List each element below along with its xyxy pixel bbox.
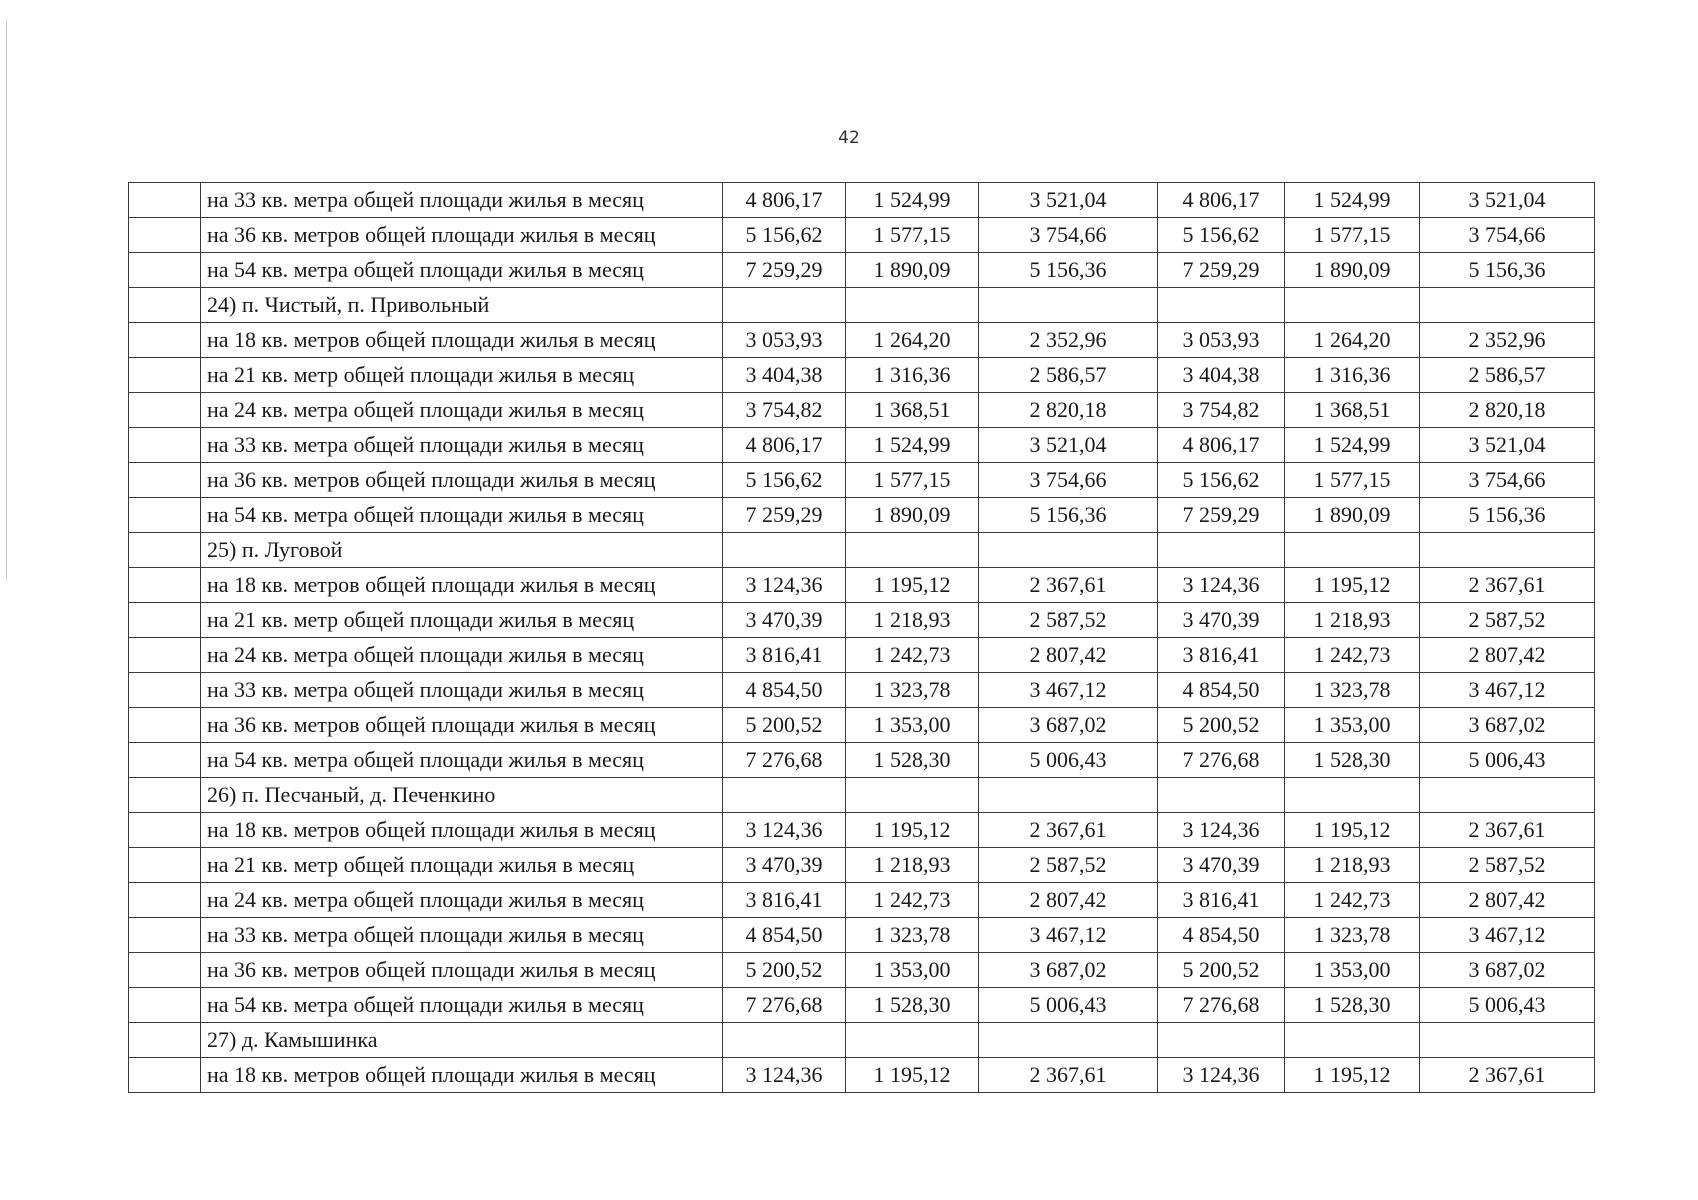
table-row [129,673,1595,708]
table-row [129,288,1595,323]
table-row [129,323,1595,358]
row-index-cell [129,358,201,393]
table-row [129,603,1595,638]
value-cell: 3 404,38 [723,358,846,393]
row-index-cell [129,918,201,953]
value-cell: 2 367,61 [979,568,1158,603]
table-row [129,358,1595,393]
value-cell: 2 367,61 [979,813,1158,848]
row-label-cell: на 24 кв. метра общей площади жилья в месяц [201,393,723,428]
value-cell: 3 053,93 [1158,323,1285,358]
value-cell: 5 156,62 [1158,463,1285,498]
value-cell: 2 586,57 [979,358,1158,393]
value-cell: 1 524,99 [846,428,979,463]
value-cell: 1 577,15 [1285,463,1420,498]
table-row [129,218,1595,253]
value-cell: 5 006,43 [1420,743,1595,778]
value-cell: 1 264,20 [846,323,979,358]
value-cell: 1 195,12 [846,568,979,603]
value-cell [723,288,846,323]
value-cell: 7 276,68 [1158,743,1285,778]
row-index-cell [129,498,201,533]
value-cell: 3 470,39 [1158,603,1285,638]
value-cell [846,1023,979,1058]
value-cell: 2 807,42 [1420,638,1595,673]
value-cell [1420,288,1595,323]
value-cell: 7 259,29 [1158,253,1285,288]
row-label-cell: на 24 кв. метра общей площади жилья в месяц [201,638,723,673]
value-cell: 7 259,29 [723,253,846,288]
value-cell: 4 806,17 [1158,183,1285,218]
value-cell: 7 259,29 [1158,498,1285,533]
table-row [129,183,1595,218]
value-cell: 4 806,17 [1158,428,1285,463]
row-label-cell: на 21 кв. метр общей площади жилья в месяц [201,603,723,638]
value-cell: 5 006,43 [979,988,1158,1023]
value-cell: 5 156,36 [979,498,1158,533]
value-cell: 3 687,02 [979,708,1158,743]
value-cell: 1 577,15 [846,218,979,253]
value-cell: 4 854,50 [1158,918,1285,953]
tariff-table-body [129,183,1595,1093]
value-cell: 1 195,12 [1285,568,1420,603]
value-cell: 2 820,18 [1420,393,1595,428]
value-cell: 3 124,36 [1158,568,1285,603]
value-cell: 5 156,36 [1420,253,1595,288]
value-cell: 1 195,12 [846,813,979,848]
row-index-cell [129,533,201,568]
value-cell: 1 353,00 [1285,708,1420,743]
row-label-cell: 24) п. Чистый, п. Привольный [201,288,723,323]
value-cell [723,778,846,813]
value-cell: 1 218,93 [846,603,979,638]
row-label-cell: на 36 кв. метров общей площади жилья в месяц [201,953,723,988]
table-row [129,708,1595,743]
value-cell: 4 806,17 [723,428,846,463]
value-cell: 3 124,36 [723,813,846,848]
value-cell: 3 467,12 [1420,673,1595,708]
value-cell: 2 367,61 [979,1058,1158,1093]
value-cell: 3 687,02 [1420,708,1595,743]
value-cell: 1 524,99 [1285,183,1420,218]
value-cell: 3 754,82 [723,393,846,428]
value-cell: 5 156,36 [979,253,1158,288]
row-index-cell [129,568,201,603]
value-cell: 1 323,78 [846,673,979,708]
value-cell: 1 195,12 [1285,813,1420,848]
row-label-cell: на 36 кв. метров общей площади жилья в месяц [201,218,723,253]
value-cell: 2 367,61 [1420,568,1595,603]
value-cell: 3 404,38 [1158,358,1285,393]
value-cell: 3 816,41 [723,883,846,918]
row-label-cell: на 24 кв. метра общей площади жилья в месяц [201,883,723,918]
value-cell: 3 521,04 [979,183,1158,218]
row-index-cell [129,708,201,743]
row-index-cell [129,813,201,848]
value-cell: 3 816,41 [1158,883,1285,918]
value-cell: 2 352,96 [979,323,1158,358]
row-label-cell: на 18 кв. метров общей площади жилья в месяц [201,568,723,603]
row-label-cell: на 18 кв. метров общей площади жилья в месяц [201,1058,723,1093]
value-cell: 1 218,93 [1285,848,1420,883]
row-index-cell [129,603,201,638]
row-label-cell: на 36 кв. метров общей площади жилья в месяц [201,463,723,498]
row-label-cell: на 33 кв. метра общей площади жилья в месяц [201,183,723,218]
row-index-cell [129,743,201,778]
value-cell: 5 156,62 [723,218,846,253]
value-cell: 5 006,43 [979,743,1158,778]
table-row [129,638,1595,673]
row-index-cell [129,183,201,218]
value-cell: 1 218,93 [1285,603,1420,638]
row-index-cell [129,1023,201,1058]
value-cell: 1 316,36 [1285,358,1420,393]
table-row [129,428,1595,463]
value-cell: 1 353,00 [1285,953,1420,988]
row-label-cell: на 33 кв. метра общей площади жилья в месяц [201,428,723,463]
row-index-cell [129,218,201,253]
value-cell: 3 124,36 [1158,1058,1285,1093]
value-cell: 3 124,36 [723,568,846,603]
value-cell [979,533,1158,568]
value-cell: 1 353,00 [846,953,979,988]
value-cell: 1 577,15 [846,463,979,498]
value-cell: 3 470,39 [1158,848,1285,883]
value-cell [979,1023,1158,1058]
table-row [129,568,1595,603]
value-cell [723,533,846,568]
table-row [129,743,1595,778]
value-cell: 1 890,09 [1285,253,1420,288]
value-cell: 5 200,52 [1158,953,1285,988]
value-cell: 2 807,42 [979,883,1158,918]
value-cell: 1 528,30 [846,743,979,778]
row-index-cell [129,463,201,498]
value-cell: 1 242,73 [1285,638,1420,673]
value-cell: 2 807,42 [1420,883,1595,918]
value-cell: 3 754,66 [1420,218,1595,253]
value-cell: 3 470,39 [723,603,846,638]
value-cell: 1 368,51 [1285,393,1420,428]
value-cell [1158,533,1285,568]
table-row [129,813,1595,848]
value-cell: 7 276,68 [723,743,846,778]
table-row [129,1023,1595,1058]
table-row [129,918,1595,953]
value-cell: 2 807,42 [979,638,1158,673]
value-cell: 5 156,62 [723,463,846,498]
value-cell [1158,288,1285,323]
value-cell: 3 467,12 [979,673,1158,708]
value-cell [979,778,1158,813]
value-cell: 5 006,43 [1420,988,1595,1023]
row-label-cell: на 36 кв. метров общей площади жилья в месяц [201,708,723,743]
table-row [129,533,1595,568]
value-cell: 3 124,36 [1158,813,1285,848]
value-cell: 7 259,29 [723,498,846,533]
value-cell: 4 854,50 [1158,673,1285,708]
table-row [129,393,1595,428]
value-cell: 4 854,50 [723,918,846,953]
row-label-cell: на 54 кв. метра общей площади жилья в месяц [201,253,723,288]
value-cell: 1 524,99 [846,183,979,218]
row-index-cell [129,778,201,813]
row-label-cell: 25) п. Луговой [201,533,723,568]
value-cell [1158,1023,1285,1058]
value-cell: 3 053,93 [723,323,846,358]
value-cell: 3 816,41 [1158,638,1285,673]
table-row [129,778,1595,813]
value-cell [979,288,1158,323]
row-label-cell: на 54 кв. метра общей площади жилья в месяц [201,498,723,533]
table-row [129,253,1595,288]
row-index-cell [129,253,201,288]
row-index-cell [129,323,201,358]
row-index-cell [129,883,201,918]
value-cell: 1 524,99 [1285,428,1420,463]
value-cell: 1 242,73 [846,638,979,673]
value-cell: 1 323,78 [1285,673,1420,708]
value-cell: 1 242,73 [1285,883,1420,918]
value-cell [846,533,979,568]
value-cell: 1 264,20 [1285,323,1420,358]
row-index-cell [129,848,201,883]
row-index-cell [129,288,201,323]
row-index-cell [129,393,201,428]
value-cell: 3 687,02 [979,953,1158,988]
value-cell: 3 816,41 [723,638,846,673]
value-cell: 4 806,17 [723,183,846,218]
value-cell [1285,1023,1420,1058]
value-cell: 1 195,12 [1285,1058,1420,1093]
value-cell: 3 754,82 [1158,393,1285,428]
value-cell [1158,778,1285,813]
value-cell: 1 890,09 [1285,498,1420,533]
table-row [129,1058,1595,1093]
table-row [129,988,1595,1023]
value-cell: 1 323,78 [846,918,979,953]
value-cell: 1 368,51 [846,393,979,428]
value-cell [1420,533,1595,568]
value-cell: 1 242,73 [846,883,979,918]
row-index-cell [129,638,201,673]
value-cell: 4 854,50 [723,673,846,708]
value-cell [1420,778,1595,813]
row-index-cell [129,673,201,708]
page-number: 42 [838,128,860,148]
value-cell [1285,288,1420,323]
value-cell: 5 200,52 [723,708,846,743]
value-cell: 3 521,04 [979,428,1158,463]
value-cell: 3 521,04 [1420,183,1595,218]
scan-edge-line [6,20,7,580]
value-cell: 3 521,04 [1420,428,1595,463]
value-cell: 3 754,66 [1420,463,1595,498]
value-cell: 1 218,93 [846,848,979,883]
value-cell: 2 587,52 [979,848,1158,883]
value-cell: 3 687,02 [1420,953,1595,988]
row-index-cell [129,1058,201,1093]
value-cell: 3 467,12 [1420,918,1595,953]
tariff-table [128,182,1595,1093]
table-row [129,463,1595,498]
value-cell: 5 200,52 [723,953,846,988]
row-index-cell [129,953,201,988]
row-label-cell: на 33 кв. метра общей площади жилья в месяц [201,918,723,953]
row-label-cell: на 54 кв. метра общей площади жилья в месяц [201,988,723,1023]
value-cell: 3 754,66 [979,463,1158,498]
value-cell: 1 353,00 [846,708,979,743]
value-cell: 2 587,52 [979,603,1158,638]
value-cell [846,778,979,813]
row-label-cell: на 18 кв. метров общей площади жилья в месяц [201,813,723,848]
value-cell: 5 156,62 [1158,218,1285,253]
value-cell [846,288,979,323]
value-cell: 2 820,18 [979,393,1158,428]
table-row [129,953,1595,988]
row-index-cell [129,428,201,463]
table-row [129,848,1595,883]
value-cell [1285,533,1420,568]
value-cell: 1 195,12 [846,1058,979,1093]
value-cell: 2 367,61 [1420,1058,1595,1093]
value-cell: 3 124,36 [723,1058,846,1093]
value-cell: 1 316,36 [846,358,979,393]
value-cell: 5 156,36 [1420,498,1595,533]
value-cell [723,1023,846,1058]
value-cell: 3 470,39 [723,848,846,883]
row-index-cell [129,988,201,1023]
table-row [129,498,1595,533]
value-cell: 3 467,12 [979,918,1158,953]
row-label-cell: 26) п. Песчаный, д. Печенкино [201,778,723,813]
value-cell: 1 890,09 [846,253,979,288]
value-cell: 2 367,61 [1420,813,1595,848]
value-cell: 1 323,78 [1285,918,1420,953]
table-row [129,883,1595,918]
value-cell: 1 528,30 [1285,743,1420,778]
row-label-cell: 27) д. Камышинка [201,1023,723,1058]
value-cell: 1 577,15 [1285,218,1420,253]
value-cell: 2 352,96 [1420,323,1595,358]
value-cell [1285,778,1420,813]
value-cell: 2 586,57 [1420,358,1595,393]
value-cell: 1 528,30 [1285,988,1420,1023]
value-cell: 2 587,52 [1420,848,1595,883]
row-label-cell: на 21 кв. метр общей площади жилья в месяц [201,848,723,883]
row-label-cell: на 18 кв. метров общей площади жилья в месяц [201,323,723,358]
value-cell: 1 528,30 [846,988,979,1023]
value-cell: 1 890,09 [846,498,979,533]
value-cell: 7 276,68 [1158,988,1285,1023]
value-cell: 5 200,52 [1158,708,1285,743]
value-cell: 7 276,68 [723,988,846,1023]
value-cell: 2 587,52 [1420,603,1595,638]
row-label-cell: на 33 кв. метра общей площади жилья в месяц [201,673,723,708]
value-cell: 3 754,66 [979,218,1158,253]
row-label-cell: на 21 кв. метр общей площади жилья в месяц [201,358,723,393]
row-label-cell: на 54 кв. метра общей площади жилья в месяц [201,743,723,778]
value-cell [1420,1023,1595,1058]
